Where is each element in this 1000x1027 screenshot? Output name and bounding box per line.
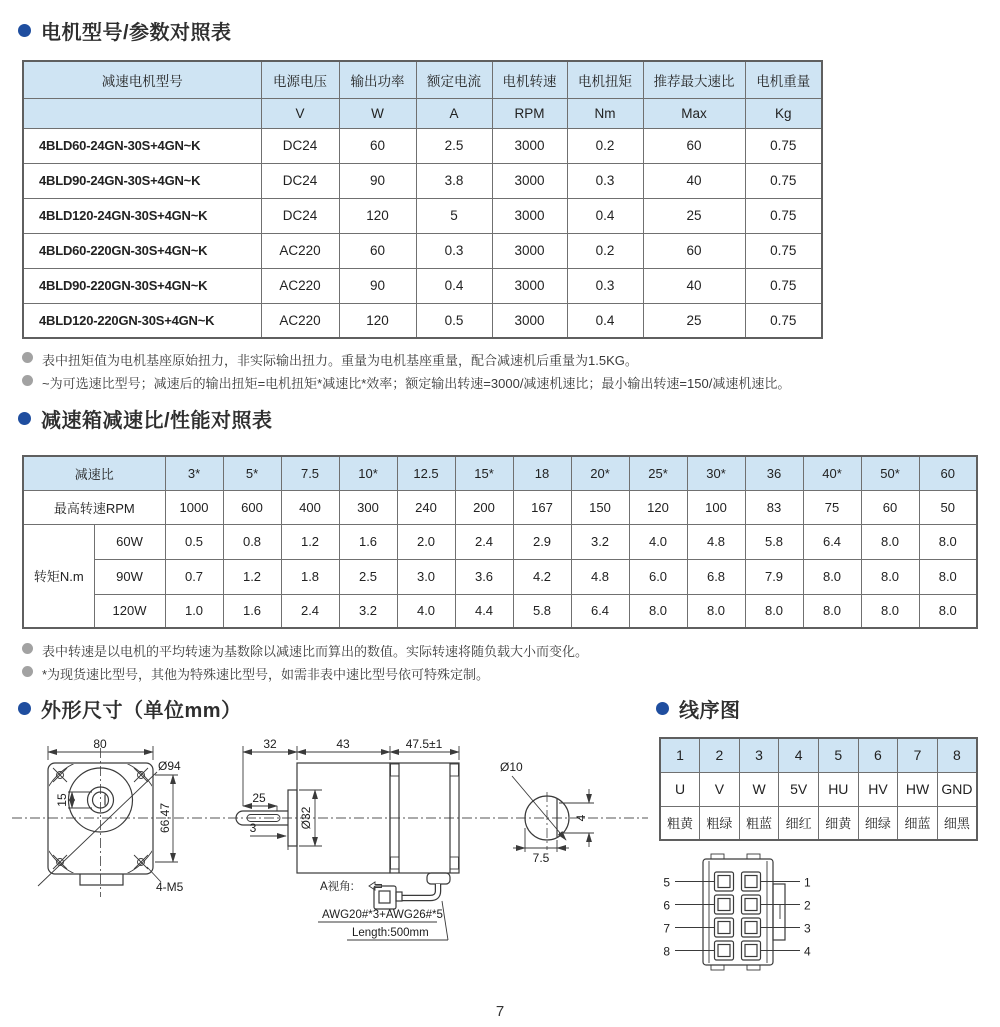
wire-color-cell: 粗蓝 [739,806,779,840]
dim-label: 7.5 [532,851,550,865]
col-header: 减速电机型号 [23,61,261,98]
ratio-header: 60 [919,456,977,490]
rpm-row [23,490,977,524]
section-title-gear-table [18,404,273,433]
dim-label: 43 [336,737,350,751]
motor-parameter-table [22,60,823,339]
ratio-header: 36 [745,456,803,490]
torque-cell: 6.4 [571,594,629,628]
dimension-drawing [0,735,650,980]
torque-cell: 8.0 [919,524,977,559]
cable-length-label: Length:500mm [352,927,429,939]
torque-cell: 4.0 [397,594,455,628]
rpm-cell: 1000 [165,490,223,524]
signal-cell: U [660,772,700,806]
torque-cell: 7.9 [745,559,803,594]
table-row [23,268,822,303]
table-header-row [23,61,822,98]
rpm-cell: 100 [687,490,745,524]
dim-label: 80 [93,737,107,751]
dim-label: 66.47 [158,802,172,834]
rpm-cell: 150 [571,490,629,524]
table-cell: DC24 [261,198,339,233]
bullet-icon [18,702,31,715]
connector-diagram [640,848,940,978]
section-title-wiring [656,694,741,723]
pin-cell: 1 [660,738,700,772]
table-cell: 90 [339,268,416,303]
model-cell: 4BLD60-24GN-30S+4GN~K [23,128,261,163]
torque-cell: 8.0 [745,594,803,628]
torque-cell: 8.0 [803,559,861,594]
torque-cell: 3.2 [571,524,629,559]
table-cell: 40 [643,268,745,303]
table-cell: 60 [339,128,416,163]
table-cell: 2.5 [416,128,492,163]
bullet-icon [18,24,31,37]
section-title-text: 减速箱减速比/性能对照表 [41,410,273,432]
table-cell: 90 [339,163,416,198]
torque-cell: 1.8 [281,559,339,594]
pin-cell: 8 [937,738,977,772]
col-header: 推荐最大速比 [643,61,745,98]
torque-cell: 3.6 [455,559,513,594]
shaft-section-view [500,760,594,865]
torque-cell: 0.7 [165,559,223,594]
ratio-header: 12.5 [397,456,455,490]
torque-cell: 4.4 [455,594,513,628]
table-row [23,198,822,233]
pin-cell: 2 [700,738,740,772]
torque-row [23,594,977,628]
torque-cell: 6.4 [803,524,861,559]
torque-cell: 0.5 [165,524,223,559]
torque-label: 转矩N.m [23,524,94,628]
torque-cell: 8.0 [687,594,745,628]
note-bullet-icon [22,666,33,677]
torque-cell: 2.0 [397,524,455,559]
table-cell: AC220 [261,303,339,338]
note [22,641,972,660]
table-cell: 0.75 [745,303,822,338]
unit-cell: A [416,98,492,128]
table-cell: 0.2 [567,128,643,163]
rpm-cell: 50 [919,490,977,524]
ratio-header: 50* [861,456,919,490]
unit-cell: W [339,98,416,128]
table-cell: 0.75 [745,198,822,233]
torque-cell: 2.5 [339,559,397,594]
wire-color-cell: 细黑 [937,806,977,840]
power-label: 90W [94,559,165,594]
gear-ratio-table [22,455,978,629]
rpm-cell: 60 [861,490,919,524]
row-header: 最高转速RPM [23,490,165,524]
torque-cell: 8.0 [919,559,977,594]
rpm-cell: 300 [339,490,397,524]
note [22,373,972,392]
note-text: *为现货速比型号，其他为特殊速比型号，如需非表中速比型号依可特殊定制。 [42,667,490,682]
pin-number: 8 [663,944,670,959]
table-cell: 0.75 [745,268,822,303]
connector-pins [715,872,761,960]
torque-cell: 8.0 [861,559,919,594]
ratio-header: 3* [165,456,223,490]
torque-cell: 4.0 [629,524,687,559]
dim-label: Ø32 [299,806,313,830]
torque-row [23,524,977,559]
table-cell: 3000 [492,163,567,198]
table-cell: 3000 [492,268,567,303]
dim-label: 3 [249,821,257,835]
table-cell: 0.75 [745,233,822,268]
section-title-motor-table [18,16,232,45]
col-header: 电机扭矩 [567,61,643,98]
ratio-header: 10* [339,456,397,490]
pin-cell: 7 [898,738,938,772]
signal-cell: HW [898,772,938,806]
unit-cell: V [261,98,339,128]
table-cell: 25 [643,303,745,338]
table-row [23,128,822,163]
torque-cell: 5.8 [513,594,571,628]
torque-cell: 5.8 [745,524,803,559]
table-cell: 3000 [492,233,567,268]
section-title-text: 线序图 [679,700,741,722]
front-view [38,737,184,897]
unit-cell: Kg [745,98,822,128]
unit-cell: Max [643,98,745,128]
model-cell: 4BLD90-220GN-30S+4GN~K [23,268,261,303]
dim-label: 15 [55,793,69,807]
note-bullet-icon [22,352,33,363]
signal-cell: HV [858,772,898,806]
note-bullet-icon [22,375,33,386]
note-text: 表中转速是以电机的平均转速为基数除以减速比而算出的数值。实际转速将随负载大小而变化。 [42,644,589,659]
torque-cell: 4.2 [513,559,571,594]
cable-label: AWG20#*3+AWG26#*5 [322,909,443,921]
ratio-header: 18 [513,456,571,490]
section-title-text: 电机型号/参数对照表 [41,22,232,44]
dim-label: 32 [263,737,277,751]
table-cell: 0.75 [745,163,822,198]
signal-cell: W [739,772,779,806]
table-cell: 0.5 [416,303,492,338]
view-label: A视角: [320,881,354,893]
table-cell: 0.3 [567,268,643,303]
model-cell: 4BLD60-220GN-30S+4GN~K [23,233,261,268]
torque-cell: 8.0 [861,594,919,628]
table-cell: 0.3 [416,233,492,268]
side-view [236,737,459,940]
torque-cell: 2.9 [513,524,571,559]
torque-cell: 1.2 [223,559,281,594]
torque-cell: 1.0 [165,594,223,628]
note [22,350,972,369]
rpm-cell: 75 [803,490,861,524]
table-row [23,303,822,338]
rpm-cell: 600 [223,490,281,524]
table-cell: 40 [643,163,745,198]
rpm-cell: 167 [513,490,571,524]
screw-marks [53,768,148,869]
torque-cell: 1.2 [281,524,339,559]
col-header: 电机重量 [745,61,822,98]
wire-color-cell: 细蓝 [898,806,938,840]
note-text: ~为可选速比型号；减速后的输出扭矩=电机扭矩*减速比*效率；额定输出转速=3000/减速机速比；最小输出转速=150/减速机速比。 [42,376,791,391]
torque-cell: 3.2 [339,594,397,628]
unit-cell [23,98,261,128]
pin-number-row [660,738,977,772]
table-cell: 60 [643,233,745,268]
pin-number: 6 [663,898,670,913]
torque-row [23,559,977,594]
ratio-header: 15* [455,456,513,490]
signal-row [660,772,977,806]
pin-number: 1 [804,875,811,890]
table-cell: 25 [643,198,745,233]
table-cell: 3000 [492,303,567,338]
section-title-text: 外形尺寸（单位mm） [41,700,242,722]
ratio-header: 40* [803,456,861,490]
table-cell: AC220 [261,268,339,303]
note-text: 表中扭矩值为电机基座原始扭力，非实际输出扭力。重量为电机基座重量，配合减速机后重量为1.5KG。 [42,353,638,368]
torque-cell: 0.8 [223,524,281,559]
torque-cell: 8.0 [803,594,861,628]
wire-color-cell: 细红 [779,806,819,840]
bullet-icon [18,412,31,425]
table-cell: 60 [643,128,745,163]
torque-cell: 1.6 [339,524,397,559]
ratio-header: 25* [629,456,687,490]
signal-cell: GND [937,772,977,806]
ratio-header: 20* [571,456,629,490]
col-header: 电源电压 [261,61,339,98]
ratio-header: 7.5 [281,456,339,490]
dim-label: 4-M5 [156,880,184,894]
wiring-table [659,737,978,841]
torque-cell: 2.4 [455,524,513,559]
wire-color-cell: 细绿 [858,806,898,840]
dim-label: 25 [252,791,266,805]
col-header: 额定电流 [416,61,492,98]
wire-color-cell: 粗绿 [700,806,740,840]
wire-color-row [660,806,977,840]
table-cell: 5 [416,198,492,233]
rpm-cell: 400 [281,490,339,524]
table-cell: DC24 [261,163,339,198]
torque-cell: 1.6 [223,594,281,628]
page-number: 7 [495,1003,505,1020]
unit-cell: Nm [567,98,643,128]
section-title-dimensions [18,694,242,723]
model-cell: 4BLD120-24GN-30S+4GN~K [23,198,261,233]
table-cell: 0.3 [567,163,643,198]
pin-cell: 6 [858,738,898,772]
table-unit-row [23,98,822,128]
corner-header: 减速比 [23,456,165,490]
signal-cell: V [700,772,740,806]
table-cell: 3000 [492,198,567,233]
table-cell: 0.75 [745,128,822,163]
torque-cell: 4.8 [687,524,745,559]
pin-number: 4 [804,944,811,959]
torque-cell: 4.8 [571,559,629,594]
wire-color-cell: 细黄 [819,806,859,840]
table-cell: 0.4 [567,198,643,233]
table-cell: DC24 [261,128,339,163]
signal-cell: 5V [779,772,819,806]
ratio-header: 5* [223,456,281,490]
rpm-cell: 83 [745,490,803,524]
pin-number: 3 [804,921,811,936]
table-cell: 0.4 [416,268,492,303]
dim-label: Ø94 [158,759,181,773]
table-row [23,233,822,268]
ratio-header: 30* [687,456,745,490]
signal-cell: HU [819,772,859,806]
note-bullet-icon [22,643,33,654]
model-cell: 4BLD120-220GN-30S+4GN~K [23,303,261,338]
pin-cell: 3 [739,738,779,772]
wire-color-cell: 粗黄 [660,806,700,840]
torque-cell: 6.0 [629,559,687,594]
table-row [23,163,822,198]
table-header-row [23,456,977,490]
table-cell: 120 [339,303,416,338]
col-header: 电机转速 [492,61,567,98]
connector-body [663,854,811,970]
power-label: 60W [94,524,165,559]
pin-cell: 4 [779,738,819,772]
table-cell: 0.2 [567,233,643,268]
dim-label: 47.5±1 [405,737,443,751]
dim-label: 4 [574,814,588,822]
pin-number: 5 [663,875,670,890]
torque-cell: 8.0 [629,594,687,628]
bullet-icon [656,702,669,715]
table-cell: 0.4 [567,303,643,338]
rpm-cell: 200 [455,490,513,524]
rpm-cell: 120 [629,490,687,524]
torque-cell: 8.0 [861,524,919,559]
rpm-cell: 240 [397,490,455,524]
pin-number: 7 [663,921,670,936]
torque-cell: 6.8 [687,559,745,594]
table-cell: 3.8 [416,163,492,198]
torque-cell: 8.0 [919,594,977,628]
table-cell: AC220 [261,233,339,268]
unit-cell: RPM [492,98,567,128]
power-label: 120W [94,594,165,628]
note [22,664,972,683]
col-header: 输出功率 [339,61,416,98]
model-cell: 4BLD90-24GN-30S+4GN~K [23,163,261,198]
pin-number: 2 [804,898,811,913]
table-cell: 120 [339,198,416,233]
torque-cell: 2.4 [281,594,339,628]
torque-cell: 3.0 [397,559,455,594]
table-cell: 3000 [492,128,567,163]
dim-label: Ø10 [500,760,523,774]
table-cell: 60 [339,233,416,268]
pin-cell: 5 [819,738,859,772]
